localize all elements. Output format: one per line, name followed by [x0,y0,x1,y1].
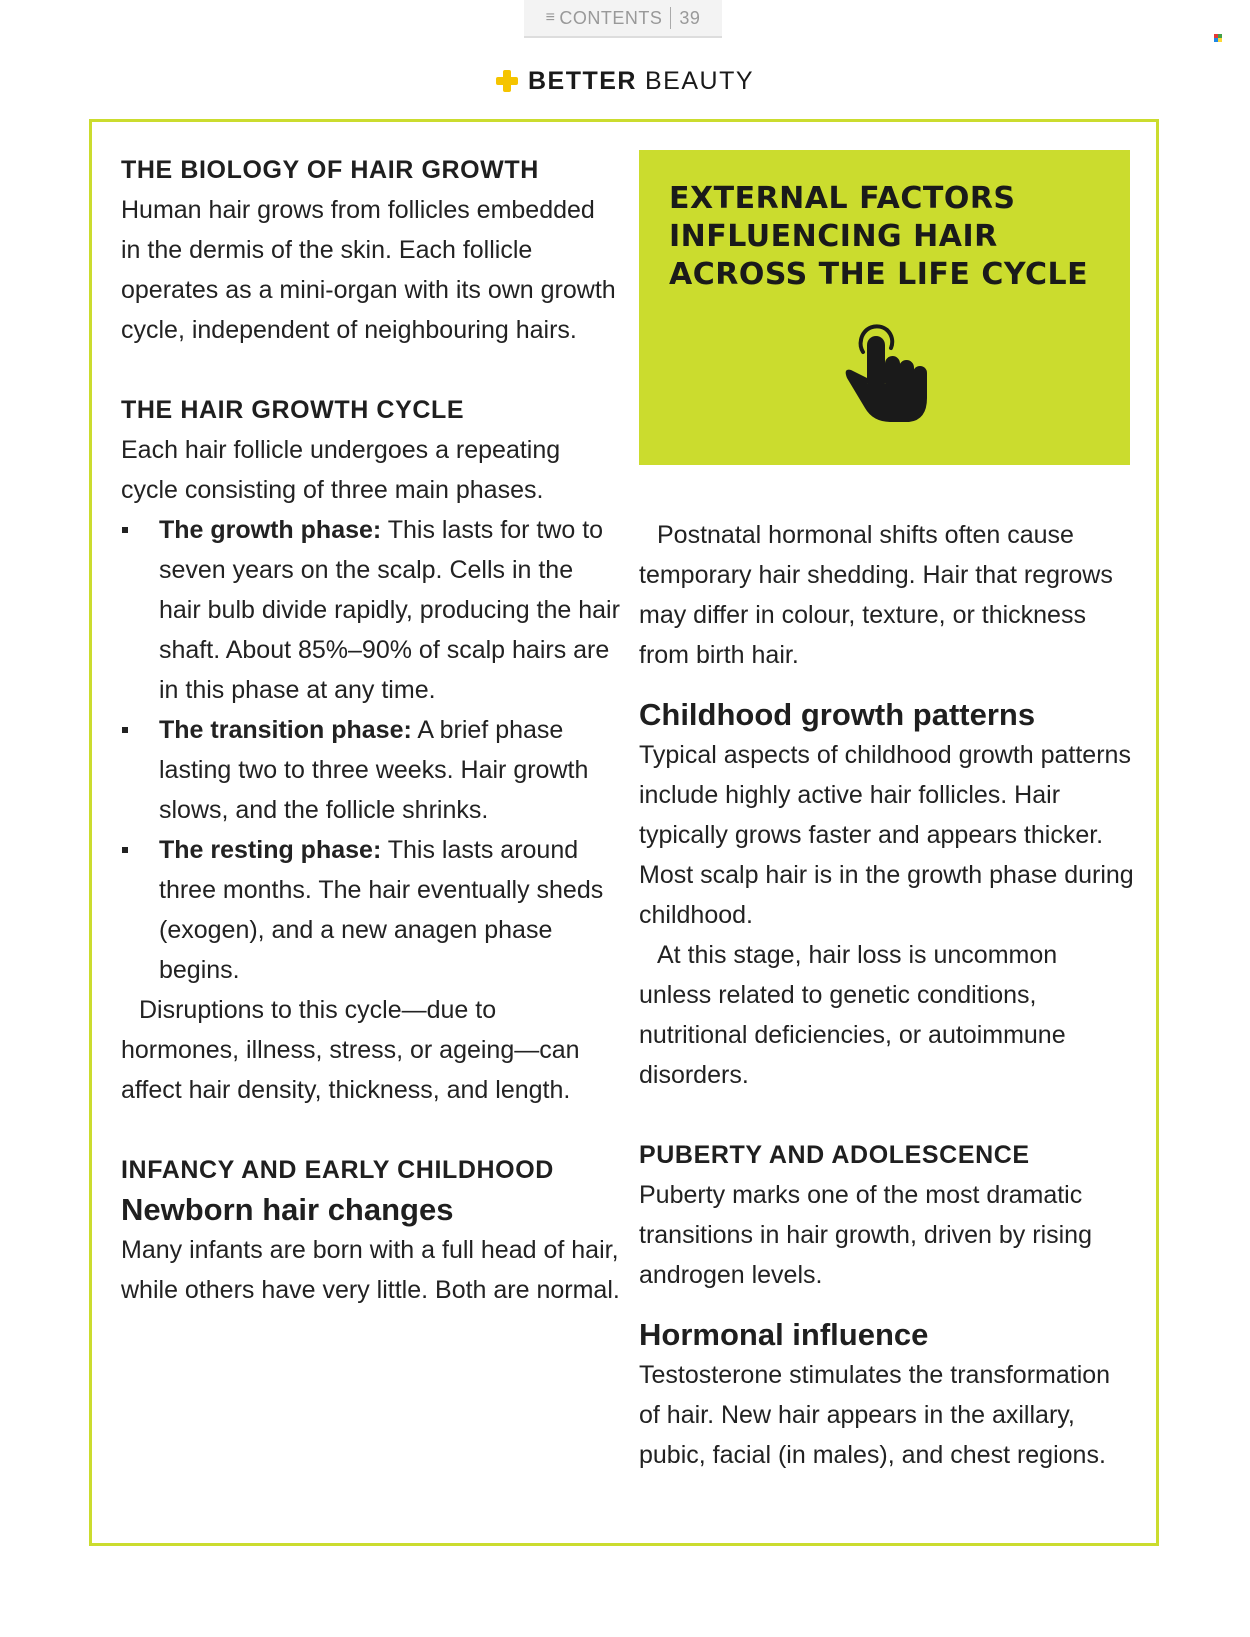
section-title-light: BEAUTY [644,66,755,95]
right-column [639,150,1134,1475]
hormonal-subheading: Hormonal influence [639,1317,929,1352]
childhood-subheading: Childhood growth patterns [639,697,1036,732]
cycle-heading: THE HAIR GROWTH CYCLE [121,396,465,424]
phase-term: The transition phase: [159,716,412,744]
contents-label: CONTENTS [559,7,663,28]
cycle-text: Each hair follicle undergoes a repeating cycle consisting of three main phases. [121,436,561,504]
list-item [121,830,621,990]
phase-term: The growth phase: [159,516,382,544]
list-item [121,510,621,710]
puberty-text: Puberty marks one of the most dramatic transitions in hair growth, driven by rising androgen levels. [639,1181,1092,1289]
newborn-subheading: Newborn hair changes [121,1192,454,1227]
disruption-text: Disruptions to this cycle—due to hormones, illness, stress, or ageing—can affect hair density, thickness, and length. [121,996,580,1104]
biology-text: Human hair grows from follicles embedded in the dermis of the skin. Each follicle operates as a mini-organ with its own growth cycle, independent of neighbouring hairs. [121,196,616,344]
contents-button[interactable] [524,0,722,38]
bullet-icon [122,527,128,533]
postnatal-text: Postnatal hormonal shifts often cause temporary hair shedding. Hair that regrows may differ in colour, texture, or thickness from birth hair. [639,521,1113,669]
divider [670,7,671,29]
pointing-hand-icon [843,318,933,428]
callout-box [639,150,1130,465]
childhood-text: Typical aspects of childhood growth patterns include highly active hair follicles. Hair typically grows faster and appears thicker. Most scalp hair is in the growth phase during childhood. [639,741,1134,929]
phase-term: The resting phase: [159,836,382,864]
bullet-icon [122,847,128,853]
phase-text: This lasts for two to seven years on the scalp. Cells in the hair bulb divide rapidly, producing the hair shaft. About 85%–90% of scalp hairs are in this phase at any time. [159,516,620,704]
phase-list [121,510,621,990]
bullet-icon [122,727,128,733]
list-item [121,710,621,830]
menu-icon: ≡ [545,9,556,26]
section-header [0,64,1250,98]
phase-text: A brief phase lasting two to three weeks. Hair growth slows, and the follicle shrinks. [159,716,589,824]
left-column [121,150,621,1310]
infancy-heading: INFANCY AND EARLY CHILDHOOD [121,1156,554,1184]
page-number: 39 [679,7,701,28]
puberty-heading: PUBERTY AND ADOLESCENCE [639,1141,1030,1169]
hormonal-text: Testosterone stimulates the transformation of hair. New hair appears in the axillary, pubic, facial (in males), and chest regions. [639,1361,1111,1469]
stage-text: At this stage, hair loss is uncommon unless related to genetic conditions, nutritional deficiencies, or autoimmune disorders. [639,941,1066,1089]
callout-title: EXTERNAL FACTORS INFLUENCING HAIR ACROSS THE LIFE CYCLE [669,181,1089,292]
section-title-strong: BETTER [527,66,637,95]
plus-icon [496,70,518,92]
corner-color-mark-icon [1214,34,1222,42]
newborn-text: Many infants are born with a full head of hair, while others have very little. Both are normal. [121,1236,620,1304]
phase-text: This lasts around three months. The hair eventually sheds (exogen), and a new anagen phase begins. [159,836,604,984]
biology-heading: THE BIOLOGY OF HAIR GROWTH [121,156,539,184]
